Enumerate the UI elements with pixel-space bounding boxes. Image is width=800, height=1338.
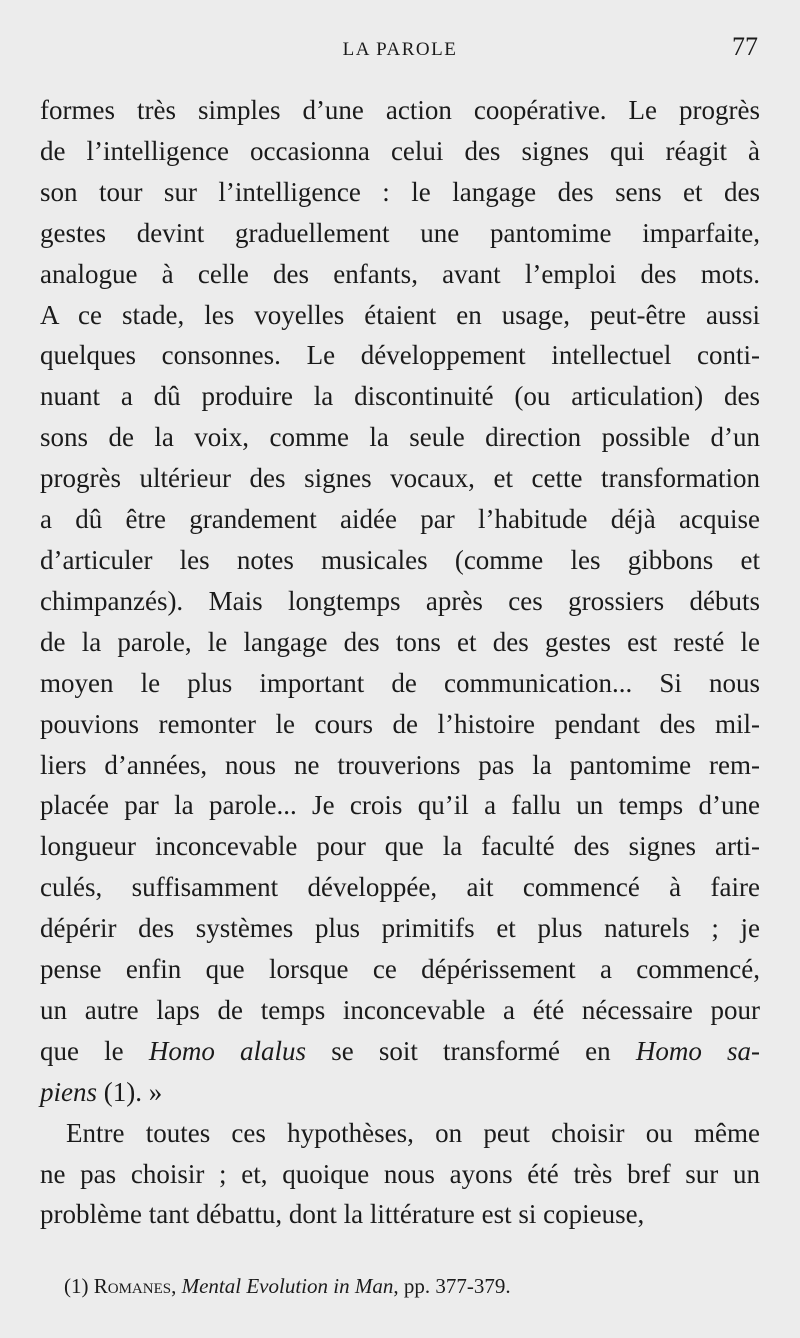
text-segment: nuant a dû produire la discontinuité (ou articulation) des [40,381,760,412]
text-segment: placée par la parole... Je crois qu’il a fallu un temps d’une [40,790,760,821]
text-segment: liers d’années, nous ne trouverions pas la pantomime rem- [40,749,760,780]
text-segment: analogue à celle des enfants, avant l’emploi des mots. [40,258,760,289]
text-line [40,213,760,254]
running-title: LA PAROLE [342,39,458,60]
text-segment: se soit transformé en [306,1035,636,1066]
text-segment: formes très simples d’une action coopérative. Le progrès [40,95,760,125]
text-segment: de l’intelligence occasionna celui des signes qui réagit à [40,135,760,166]
text-segment: (1). » [97,1076,163,1107]
text-segment: (1) [64,1274,94,1298]
text-line [40,254,760,295]
text-line [40,417,760,458]
text-segment: pense enfin que lorsque ce dépérissement a commencé, [40,954,760,985]
text-segment: moyen le plus important de communication... Si nous [40,667,760,698]
text-segment: de la parole, le langage des tons et des gestes est resté le [40,626,760,657]
text-line [40,335,760,376]
text-line [40,867,760,908]
text-line [40,458,760,499]
text-line [40,908,760,949]
text-segment: d’articuler les notes musicales (comme les gibbons et [40,544,760,575]
paragraph [40,90,760,1113]
page-header [0,30,800,70]
text-line [40,990,760,1031]
text-line [40,90,760,131]
text-segment: longueur inconcevable pour que la faculté des signes arti- [40,831,760,862]
text-line [40,949,760,990]
text-line [40,1113,760,1154]
text-segment: sons de la voix, comme la seule direction possible d’un [40,422,760,453]
text-line [40,1072,760,1113]
italic-text: Homo alalus [148,1035,307,1066]
text-segment: a dû être grandement aidée par l’habitude déjà acquise [40,504,760,535]
text-segment: Entre toutes ces hypothèses, on peut choisir ou même [66,1117,760,1148]
text-segment: , pp. 377-379. [393,1274,511,1298]
italic-text: Mental Evolution in Man [181,1274,394,1298]
small-caps-text: Romanes [93,1274,172,1298]
text-line [40,172,760,213]
footnote [64,1274,764,1299]
text-segment: dépérir des systèmes plus primitifs et plus naturels ; je [40,913,760,944]
text-line [40,499,760,540]
italic-text: Homo sa- [635,1035,760,1066]
text-line [40,663,760,704]
text-segment: chimpanzés). Mais longtemps après ces grossiers débuts [40,585,760,616]
text-line [40,540,760,581]
paragraph [40,1113,760,1236]
text-segment: pouvions remonter le cours de l’histoire pendant des mil- [40,708,760,739]
italic-text: piens [40,1076,97,1107]
text-line [40,581,760,622]
text-segment: quelques consonnes. Le développement intellectuel conti- [40,340,760,371]
text-segment: culés, suffisamment développée, ait commencé à faire [40,872,760,903]
text-segment: gestes devint graduellement une pantomime imparfaite, [40,217,760,248]
text-line [40,704,760,745]
text-line [40,622,760,663]
text-line [40,1031,760,1072]
text-segment: A ce stade, les voyelles étaient en usage, peut-être aussi [40,299,760,330]
text-segment: un autre laps de temps inconcevable a été nécessaire pour [40,994,760,1025]
text-line [40,745,760,786]
body-text [40,90,760,1235]
text-line [40,131,760,172]
text-line [40,376,760,417]
text-segment: que le [40,1035,149,1066]
page-number: 77 [732,32,758,61]
text-line [40,1154,760,1195]
text-line [40,785,760,826]
text-segment: progrès ultérieur des signes vocaux, et cette transformation [40,463,760,494]
text-segment: son tour sur l’intelligence : le langage des sens et des [40,176,760,207]
text-segment: problème tant débattu, dont la littérature est si copieuse, [40,1199,645,1230]
text-segment: ne pas choisir ; et, quoique nous ayons été très bref sur un [40,1158,760,1189]
text-line [40,1194,760,1235]
text-line [40,826,760,867]
text-line [40,295,760,336]
text-segment: , [171,1274,182,1298]
